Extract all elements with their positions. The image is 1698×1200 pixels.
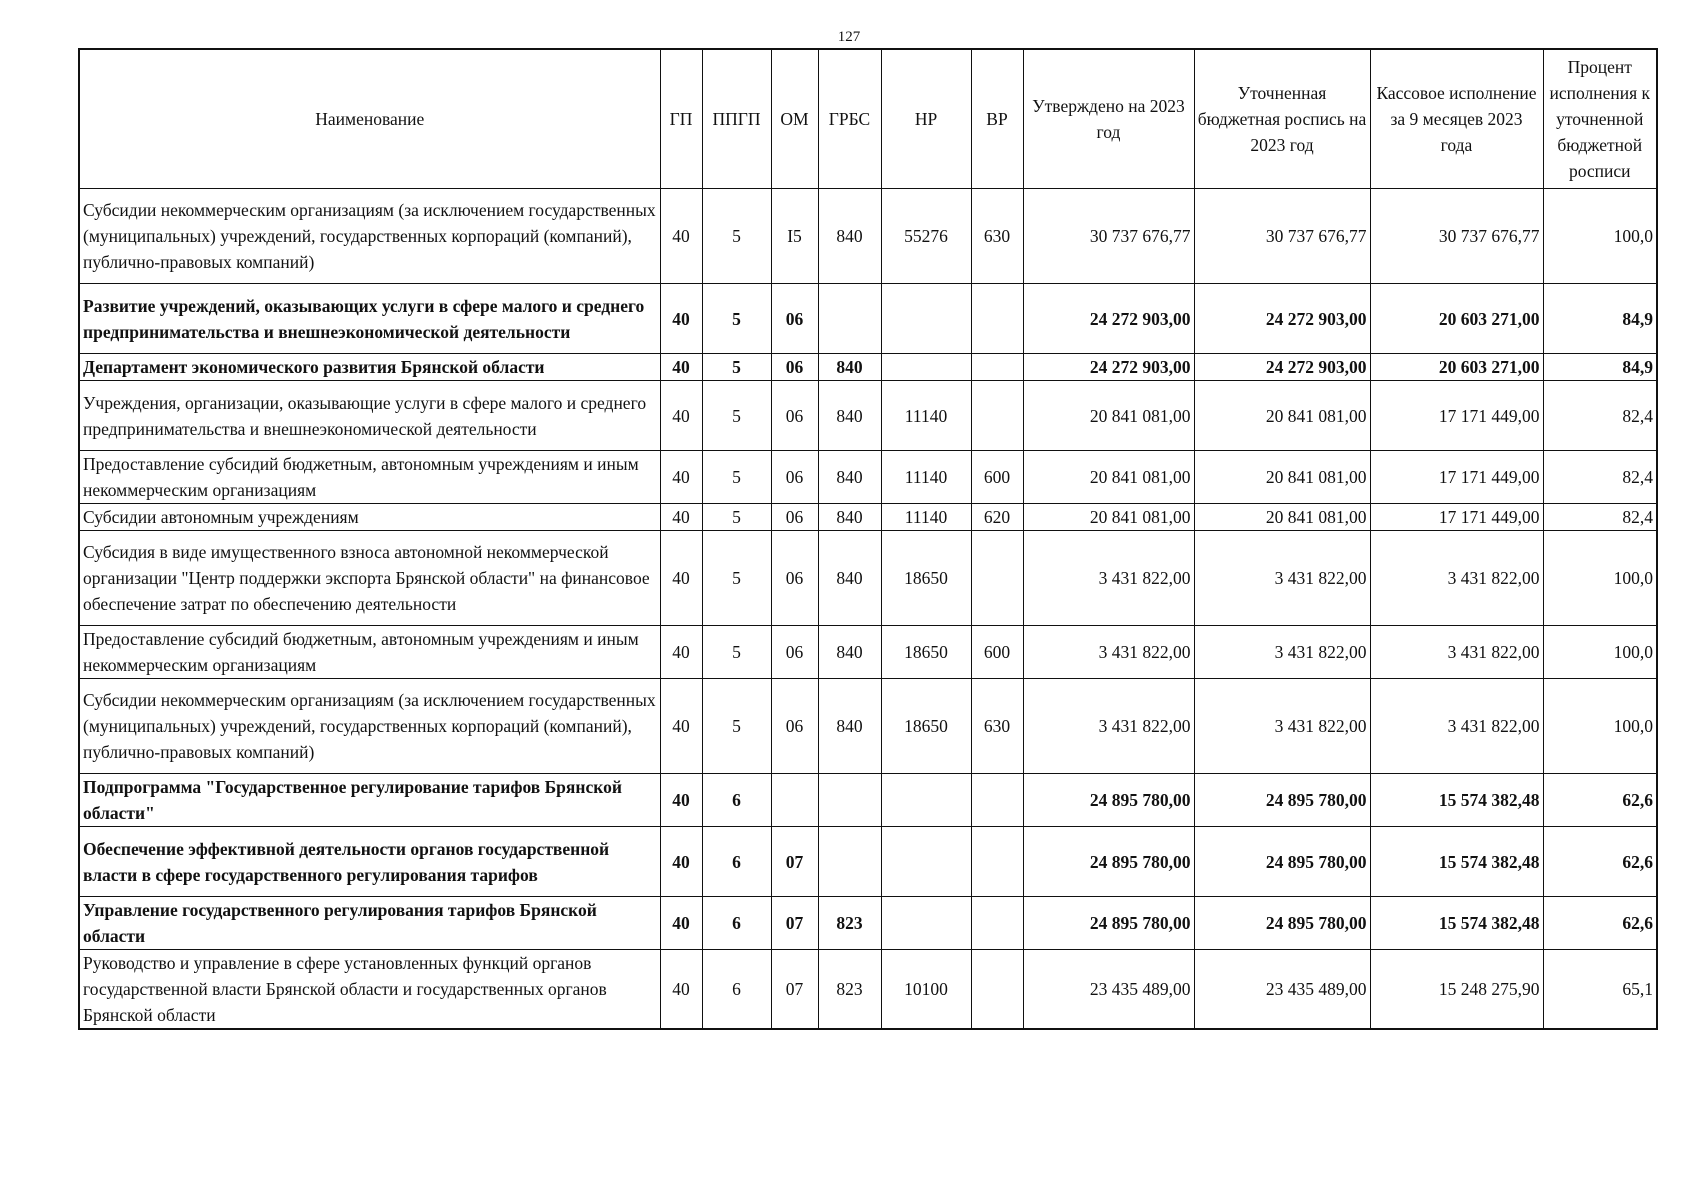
cell-cash: 17 171 449,00 (1370, 381, 1543, 451)
cell-nr (881, 354, 971, 381)
cell-gp: 40 (660, 626, 702, 679)
cell-om: 06 (771, 531, 818, 626)
cell-nr: 18650 (881, 679, 971, 774)
header-name: Наименование (79, 49, 660, 189)
cell-pct: 62,6 (1543, 774, 1657, 827)
cell-cash: 15 574 382,48 (1370, 774, 1543, 827)
cell-ppgp: 5 (702, 284, 771, 354)
cell-pct: 100,0 (1543, 626, 1657, 679)
table-row (79, 284, 1657, 354)
cell-pct: 100,0 (1543, 679, 1657, 774)
cell-pct: 82,4 (1543, 451, 1657, 504)
cell-refined: 3 431 822,00 (1194, 626, 1370, 679)
cell-nr (881, 827, 971, 897)
table-row (79, 381, 1657, 451)
header-approved: Утверждено на 2023 год (1023, 49, 1194, 189)
cell-vr (971, 774, 1023, 827)
cell-om: 06 (771, 679, 818, 774)
table-row (79, 950, 1657, 1030)
cell-grbs (818, 774, 881, 827)
cell-vr (971, 354, 1023, 381)
cell-vr (971, 531, 1023, 626)
cell-gp: 40 (660, 451, 702, 504)
cell-refined: 24 895 780,00 (1194, 897, 1370, 950)
cell-ppgp: 6 (702, 827, 771, 897)
cell-ppgp: 5 (702, 626, 771, 679)
cell-ppgp: 6 (702, 897, 771, 950)
cell-pct: 100,0 (1543, 189, 1657, 284)
table-row (79, 774, 1657, 827)
cell-ppgp: 5 (702, 679, 771, 774)
cell-refined: 20 841 081,00 (1194, 381, 1370, 451)
cell-grbs (818, 284, 881, 354)
table-row (79, 504, 1657, 531)
table-body (79, 189, 1657, 1030)
cell-approved: 24 272 903,00 (1023, 284, 1194, 354)
cell-name: Субсидии некоммерческим организациям (за исключением государственных (муниципальных) учреждений, государственных корпораций (компаний), публично-правовых компаний) (79, 679, 660, 774)
cell-om: 06 (771, 354, 818, 381)
cell-approved: 20 841 081,00 (1023, 504, 1194, 531)
cell-refined: 24 895 780,00 (1194, 827, 1370, 897)
cell-nr (881, 284, 971, 354)
header-cash: Кассовое исполнение за 9 месяцев 2023 года (1370, 49, 1543, 189)
cell-grbs: 840 (818, 354, 881, 381)
cell-cash: 15 248 275,90 (1370, 950, 1543, 1030)
header-gp: ГП (660, 49, 702, 189)
cell-approved: 3 431 822,00 (1023, 531, 1194, 626)
cell-gp: 40 (660, 354, 702, 381)
cell-approved: 24 895 780,00 (1023, 827, 1194, 897)
cell-approved: 30 737 676,77 (1023, 189, 1194, 284)
cell-vr: 630 (971, 679, 1023, 774)
cell-name: Предоставление субсидий бюджетным, автономным учреждениям и иным некоммерческим организациям (79, 451, 660, 504)
header-pct: Процент исполнения к уточненной бюджетной росписи (1543, 49, 1657, 189)
header-ppgp: ППГП (702, 49, 771, 189)
cell-refined: 20 841 081,00 (1194, 451, 1370, 504)
cell-vr: 600 (971, 626, 1023, 679)
cell-pct: 62,6 (1543, 897, 1657, 950)
cell-name: Субсидии автономным учреждениям (79, 504, 660, 531)
cell-approved: 23 435 489,00 (1023, 950, 1194, 1030)
cell-pct: 84,9 (1543, 354, 1657, 381)
cell-nr: 11140 (881, 381, 971, 451)
table-row (79, 679, 1657, 774)
cell-refined: 23 435 489,00 (1194, 950, 1370, 1030)
cell-nr (881, 774, 971, 827)
header-refined: Уточненная бюджетная роспись на 2023 год (1194, 49, 1370, 189)
cell-pct: 84,9 (1543, 284, 1657, 354)
cell-gp: 40 (660, 284, 702, 354)
cell-refined: 24 272 903,00 (1194, 354, 1370, 381)
cell-refined: 20 841 081,00 (1194, 504, 1370, 531)
cell-grbs: 840 (818, 626, 881, 679)
table-row (79, 626, 1657, 679)
cell-grbs: 840 (818, 381, 881, 451)
cell-vr (971, 381, 1023, 451)
cell-ppgp: 5 (702, 451, 771, 504)
cell-cash: 3 431 822,00 (1370, 626, 1543, 679)
cell-cash: 15 574 382,48 (1370, 897, 1543, 950)
cell-grbs: 823 (818, 950, 881, 1030)
cell-nr: 55276 (881, 189, 971, 284)
cell-cash: 3 431 822,00 (1370, 531, 1543, 626)
cell-refined: 24 272 903,00 (1194, 284, 1370, 354)
cell-vr: 620 (971, 504, 1023, 531)
cell-grbs: 840 (818, 504, 881, 531)
cell-approved: 20 841 081,00 (1023, 381, 1194, 451)
cell-refined: 3 431 822,00 (1194, 679, 1370, 774)
cell-approved: 3 431 822,00 (1023, 626, 1194, 679)
cell-ppgp: 5 (702, 531, 771, 626)
header-row (79, 49, 1657, 189)
table-row (79, 451, 1657, 504)
header-vr: ВР (971, 49, 1023, 189)
cell-grbs (818, 827, 881, 897)
cell-gp: 40 (660, 189, 702, 284)
cell-grbs: 823 (818, 897, 881, 950)
cell-ppgp: 6 (702, 774, 771, 827)
cell-grbs: 840 (818, 189, 881, 284)
cell-gp: 40 (660, 950, 702, 1030)
cell-om: 07 (771, 827, 818, 897)
cell-approved: 24 895 780,00 (1023, 774, 1194, 827)
table-row (79, 827, 1657, 897)
cell-ppgp: 5 (702, 504, 771, 531)
cell-om: 06 (771, 626, 818, 679)
cell-pct: 65,1 (1543, 950, 1657, 1030)
cell-gp: 40 (660, 531, 702, 626)
cell-gp: 40 (660, 897, 702, 950)
cell-om: 07 (771, 897, 818, 950)
cell-gp: 40 (660, 827, 702, 897)
cell-name: Субсидия в виде имущественного взноса автономной некоммерческой организации "Центр поддержки экспорта Брянской области" на финансовое обеспечение затрат по обеспечению деятельности (79, 531, 660, 626)
cell-vr: 630 (971, 189, 1023, 284)
cell-ppgp: 6 (702, 950, 771, 1030)
cell-om: 06 (771, 451, 818, 504)
cell-name: Департамент экономического развития Брянской области (79, 354, 660, 381)
cell-gp: 40 (660, 679, 702, 774)
cell-om: 06 (771, 284, 818, 354)
cell-pct: 82,4 (1543, 504, 1657, 531)
cell-vr (971, 827, 1023, 897)
cell-om: 06 (771, 381, 818, 451)
cell-grbs: 840 (818, 451, 881, 504)
cell-cash: 17 171 449,00 (1370, 504, 1543, 531)
cell-refined: 30 737 676,77 (1194, 189, 1370, 284)
cell-nr: 18650 (881, 531, 971, 626)
cell-pct: 82,4 (1543, 381, 1657, 451)
cell-name: Развитие учреждений, оказывающих услуги в сфере малого и среднего предпринимательства и внешнеэкономической деятельности (79, 284, 660, 354)
cell-name: Обеспечение эффективной деятельности органов государственной власти в сфере государственного регулирования тарифов (79, 827, 660, 897)
cell-name: Управление государственного регулирования тарифов Брянской области (79, 897, 660, 950)
cell-gp: 40 (660, 774, 702, 827)
cell-pct: 62,6 (1543, 827, 1657, 897)
cell-pct: 100,0 (1543, 531, 1657, 626)
cell-approved: 24 272 903,00 (1023, 354, 1194, 381)
page-number: 127 (837, 29, 861, 45)
cell-vr (971, 950, 1023, 1030)
cell-om: 07 (771, 950, 818, 1030)
cell-cash: 17 171 449,00 (1370, 451, 1543, 504)
cell-vr (971, 284, 1023, 354)
cell-nr: 10100 (881, 950, 971, 1030)
cell-gp: 40 (660, 381, 702, 451)
table-row (79, 354, 1657, 381)
header-nr: НР (881, 49, 971, 189)
table-row (79, 897, 1657, 950)
cell-name: Предоставление субсидий бюджетным, автономным учреждениям и иным некоммерческим организациям (79, 626, 660, 679)
cell-name: Субсидии некоммерческим организациям (за исключением государственных (муниципальных) учреждений, государственных корпораций (компаний), публично-правовых компаний) (79, 189, 660, 284)
cell-vr: 600 (971, 451, 1023, 504)
cell-approved: 3 431 822,00 (1023, 679, 1194, 774)
cell-grbs: 840 (818, 531, 881, 626)
cell-om (771, 774, 818, 827)
cell-approved: 24 895 780,00 (1023, 897, 1194, 950)
cell-vr (971, 897, 1023, 950)
cell-ppgp: 5 (702, 381, 771, 451)
cell-refined: 24 895 780,00 (1194, 774, 1370, 827)
cell-grbs: 840 (818, 679, 881, 774)
table-row (79, 189, 1657, 284)
cell-cash: 20 603 271,00 (1370, 284, 1543, 354)
cell-cash: 20 603 271,00 (1370, 354, 1543, 381)
cell-nr: 11140 (881, 504, 971, 531)
cell-nr (881, 897, 971, 950)
cell-cash: 3 431 822,00 (1370, 679, 1543, 774)
cell-om: I5 (771, 189, 818, 284)
cell-om: 06 (771, 504, 818, 531)
cell-nr: 18650 (881, 626, 971, 679)
cell-name: Подпрограмма "Государственное регулирование тарифов Брянской области" (79, 774, 660, 827)
cell-name: Учреждения, организации, оказывающие услуги в сфере малого и среднего предпринимательства и внешнеэкономической деятельности (79, 381, 660, 451)
cell-refined: 3 431 822,00 (1194, 531, 1370, 626)
cell-gp: 40 (660, 504, 702, 531)
cell-nr: 11140 (881, 451, 971, 504)
header-grbs: ГРБС (818, 49, 881, 189)
cell-approved: 20 841 081,00 (1023, 451, 1194, 504)
budget-execution-table (78, 48, 1658, 1030)
cell-cash: 15 574 382,48 (1370, 827, 1543, 897)
header-om: ОМ (771, 49, 818, 189)
cell-ppgp: 5 (702, 354, 771, 381)
cell-name: Руководство и управление в сфере установленных функций органов государственной власти Брянской области и государственных органов Брянской области (79, 950, 660, 1030)
cell-cash: 30 737 676,77 (1370, 189, 1543, 284)
table-row (79, 531, 1657, 626)
cell-ppgp: 5 (702, 189, 771, 284)
